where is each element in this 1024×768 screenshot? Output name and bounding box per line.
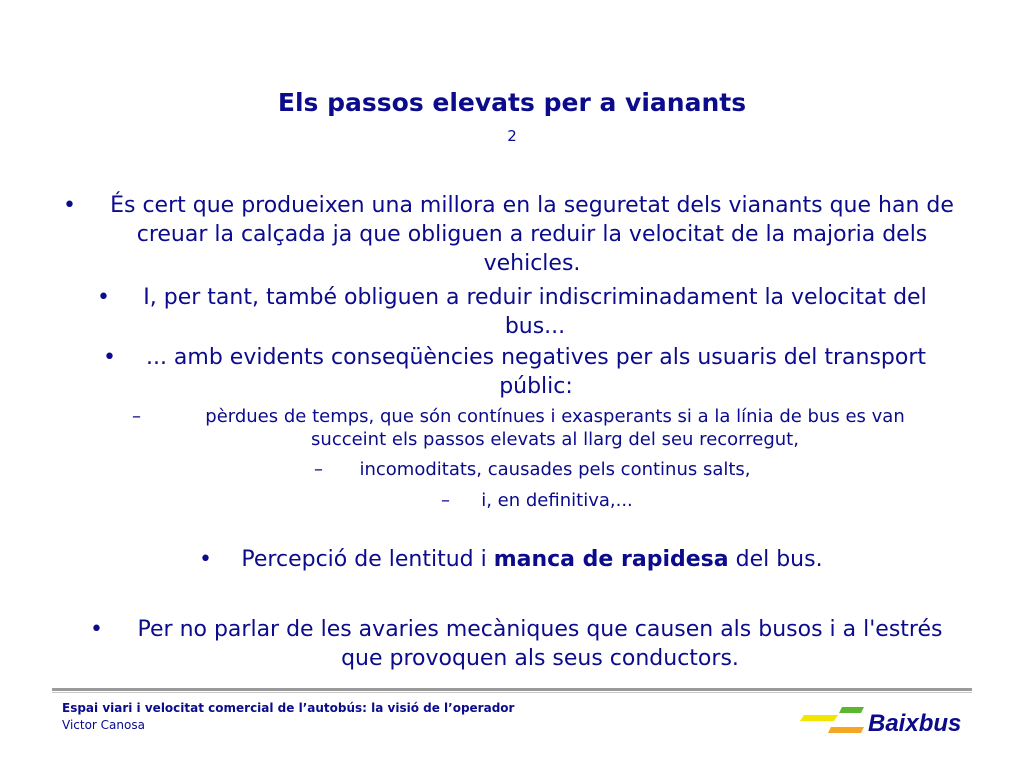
bullet-1-line-2: creuar la calçada ja que obliguen a reduir la velocitat de la majoria dels bbox=[136, 222, 928, 247]
logo-wordmark: Baixbus bbox=[868, 710, 962, 737]
bullet-marker: • bbox=[103, 345, 116, 370]
subbullet-marker: – bbox=[132, 406, 141, 427]
subbullet-3-line-1: i, en definitiva,... bbox=[481, 490, 633, 511]
footer-title: Espai viari i velocitat comercial de l’autobús: la visió de l’operador bbox=[62, 701, 515, 715]
bullet-2-line-1: I, per tant, també obliguen a reduir indiscriminadament la velocitat del bbox=[143, 285, 927, 310]
footer-author: Victor Canosa bbox=[62, 718, 145, 732]
logo-bar-green bbox=[839, 707, 864, 713]
bullet-2-line-2: bus... bbox=[504, 314, 566, 339]
subbullet-1-line-2: succeint els passos elevats al llarg del seu recorregut, bbox=[311, 429, 799, 450]
footer-divider bbox=[52, 688, 972, 691]
subbullet-marker: – bbox=[314, 459, 323, 480]
bullet-marker: • bbox=[90, 617, 103, 642]
bullet-5-line-1: Per no parlar de les avaries mecàniques que causen als busos i a l'estrés bbox=[137, 617, 943, 642]
subbullet-marker: – bbox=[441, 490, 450, 511]
bullet-3-line-1: ... amb evidents conseqüències negatives per als usuaris del transport bbox=[145, 345, 927, 370]
bullet-4-emphasis: manca de rapidesa bbox=[493, 547, 729, 572]
slide-title: Els passos elevats per a vianants bbox=[277, 88, 747, 117]
bullet-1-line-1: És cert que produeixen una millora en la seguretat dels vianants que han de bbox=[110, 193, 954, 218]
bullet-3-line-2: públic: bbox=[499, 374, 573, 399]
footer-divider-shadow bbox=[52, 692, 972, 693]
subbullet-2-line-1: incomoditats, causades pels continus salts, bbox=[359, 459, 751, 480]
slide-page-number: 2 bbox=[507, 127, 517, 145]
subbullet-1-line-1: pèrdues de temps, que són contínues i exasperants si a la línia de bus es van bbox=[205, 406, 905, 427]
bullet-marker: • bbox=[97, 285, 110, 310]
bullet-marker: • bbox=[63, 193, 76, 218]
bullet-4-text-before: Percepció de lentitud i bbox=[241, 547, 494, 572]
bullet-1-line-3: vehicles. bbox=[483, 251, 581, 276]
bullet-4-text-after: del bus. bbox=[728, 547, 823, 572]
logo-bar-orange bbox=[828, 727, 864, 733]
bullet-marker: • bbox=[199, 547, 212, 572]
bullet-4-text bbox=[222, 545, 842, 574]
baixbus-logo-icon bbox=[798, 705, 868, 735]
bullet-5-line-2: que provoquen als seus conductors. bbox=[341, 646, 739, 671]
logo-bar-yellow bbox=[800, 715, 838, 721]
